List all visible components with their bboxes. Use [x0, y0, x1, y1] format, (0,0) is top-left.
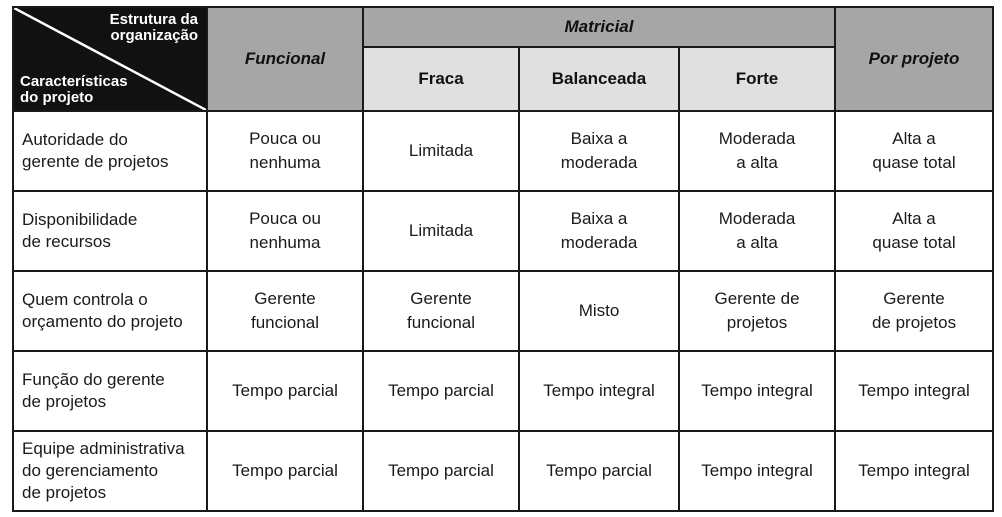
- row-label: Quem controla o orçamento do projeto: [13, 271, 207, 351]
- table-cell: Tempo parcial: [519, 431, 679, 511]
- header-balanceada: Balanceada: [519, 47, 679, 111]
- table-cell: Pouca ou nenhuma: [207, 111, 363, 191]
- table-row: [13, 191, 993, 271]
- row-label: Disponibilidade de recursos: [13, 191, 207, 271]
- comparison-table-container: [12, 6, 992, 511]
- table-cell: Gerente de projetos: [679, 271, 835, 351]
- table-cell: Tempo parcial: [207, 431, 363, 511]
- table-cell: Moderada a alta: [679, 111, 835, 191]
- table-cell: Baixa a moderada: [519, 111, 679, 191]
- header-matricial: Matricial: [363, 7, 835, 47]
- table-cell: Pouca ou nenhuma: [207, 191, 363, 271]
- table-row: [13, 271, 993, 351]
- table-cell: Gerente funcional: [363, 271, 519, 351]
- header-row-1: [13, 7, 993, 47]
- table-cell: Misto: [519, 271, 679, 351]
- row-label: Autoridade do gerente de projetos: [13, 111, 207, 191]
- corner-organization-label: Estrutura da organização: [109, 11, 198, 44]
- table-cell: Tempo parcial: [363, 351, 519, 431]
- header-forte: Forte: [679, 47, 835, 111]
- table-cell: Tempo integral: [679, 351, 835, 431]
- table-cell: Tempo integral: [835, 431, 993, 511]
- table-cell: Tempo integral: [679, 431, 835, 511]
- header-fraca: Fraca: [363, 47, 519, 111]
- table-cell: Tempo parcial: [363, 431, 519, 511]
- table-cell: Baixa a moderada: [519, 191, 679, 271]
- corner-project-label: Características do projeto: [20, 73, 128, 106]
- table-cell: Tempo parcial: [207, 351, 363, 431]
- corner-header: [13, 7, 207, 111]
- row-label: Função do gerente de projetos: [13, 351, 207, 431]
- organizational-structure-table: [12, 6, 994, 512]
- table-row: [13, 111, 993, 191]
- header-por-projeto: Por projeto: [835, 7, 993, 111]
- table-cell: Limitada: [363, 191, 519, 271]
- row-label: Equipe administrativa do gerenciamento de projetos: [13, 431, 207, 511]
- table-cell: Limitada: [363, 111, 519, 191]
- table-cell: Tempo integral: [835, 351, 993, 431]
- table-cell: Tempo integral: [519, 351, 679, 431]
- table-row: [13, 431, 993, 511]
- table-cell: Alta a quase total: [835, 191, 993, 271]
- table-cell: Alta a quase total: [835, 111, 993, 191]
- table-cell: Gerente de projetos: [835, 271, 993, 351]
- header-funcional: Funcional: [207, 7, 363, 111]
- table-cell: Gerente funcional: [207, 271, 363, 351]
- table-row: [13, 351, 993, 431]
- table-cell: Moderada a alta: [679, 191, 835, 271]
